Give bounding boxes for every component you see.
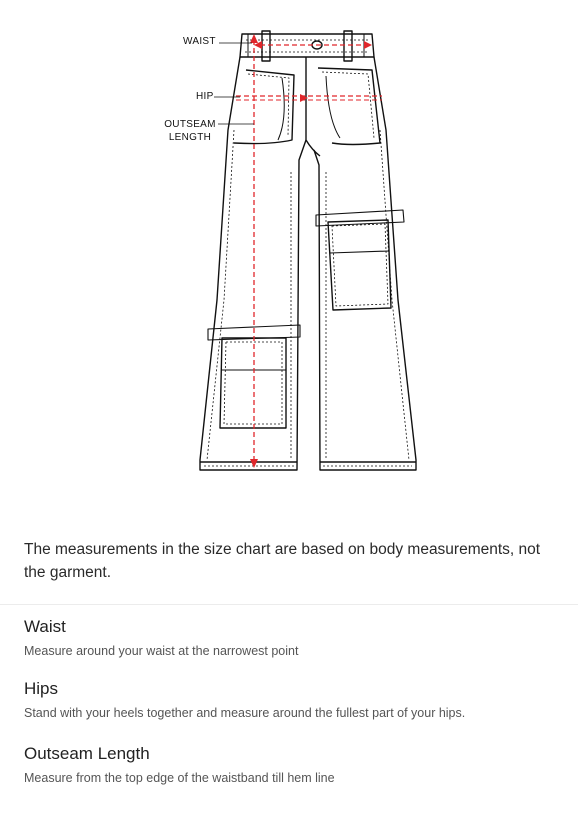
measurement-title: Waist [24, 617, 66, 636]
measurement-description: Measure around your waist at the narrowest point [24, 644, 299, 658]
hip-callout: HIP [196, 91, 214, 102]
outseam-arrow-top [250, 34, 258, 43]
right-knee-seam [316, 210, 404, 226]
measurement-hips [24, 678, 564, 722]
outseam-arrow-bottom [250, 459, 258, 468]
right-front-pocket [318, 68, 380, 145]
divider [0, 604, 578, 605]
fly [306, 57, 320, 156]
right-leg-outline [314, 57, 416, 470]
waist-arrow-right [364, 41, 372, 49]
right-cargo-pocket [328, 220, 391, 310]
outseam-callout-line2: LENGTH [168, 132, 212, 143]
waist-callout: WAIST [183, 36, 216, 47]
left-cargo-pocket [220, 338, 286, 428]
measurement-outseam-length [24, 743, 564, 787]
size-chart-note: The measurements in the size chart are based on body measurements, not the garment. [24, 541, 541, 581]
outseam-callout-line1: OUTSEAM [164, 119, 216, 130]
measurement-title: Outseam Length [24, 744, 150, 763]
outseam-callout [161, 118, 219, 144]
measurement-description: Measure from the top edge of the waistband till hem line [24, 771, 335, 785]
measurement-description: Stand with your heels together and measure around the fullest part of your hips. [24, 706, 466, 720]
measurement-waist [24, 616, 564, 660]
measurement-title: Hips [24, 679, 59, 698]
hip-arrow [300, 94, 308, 102]
left-front-pocket [234, 70, 294, 144]
